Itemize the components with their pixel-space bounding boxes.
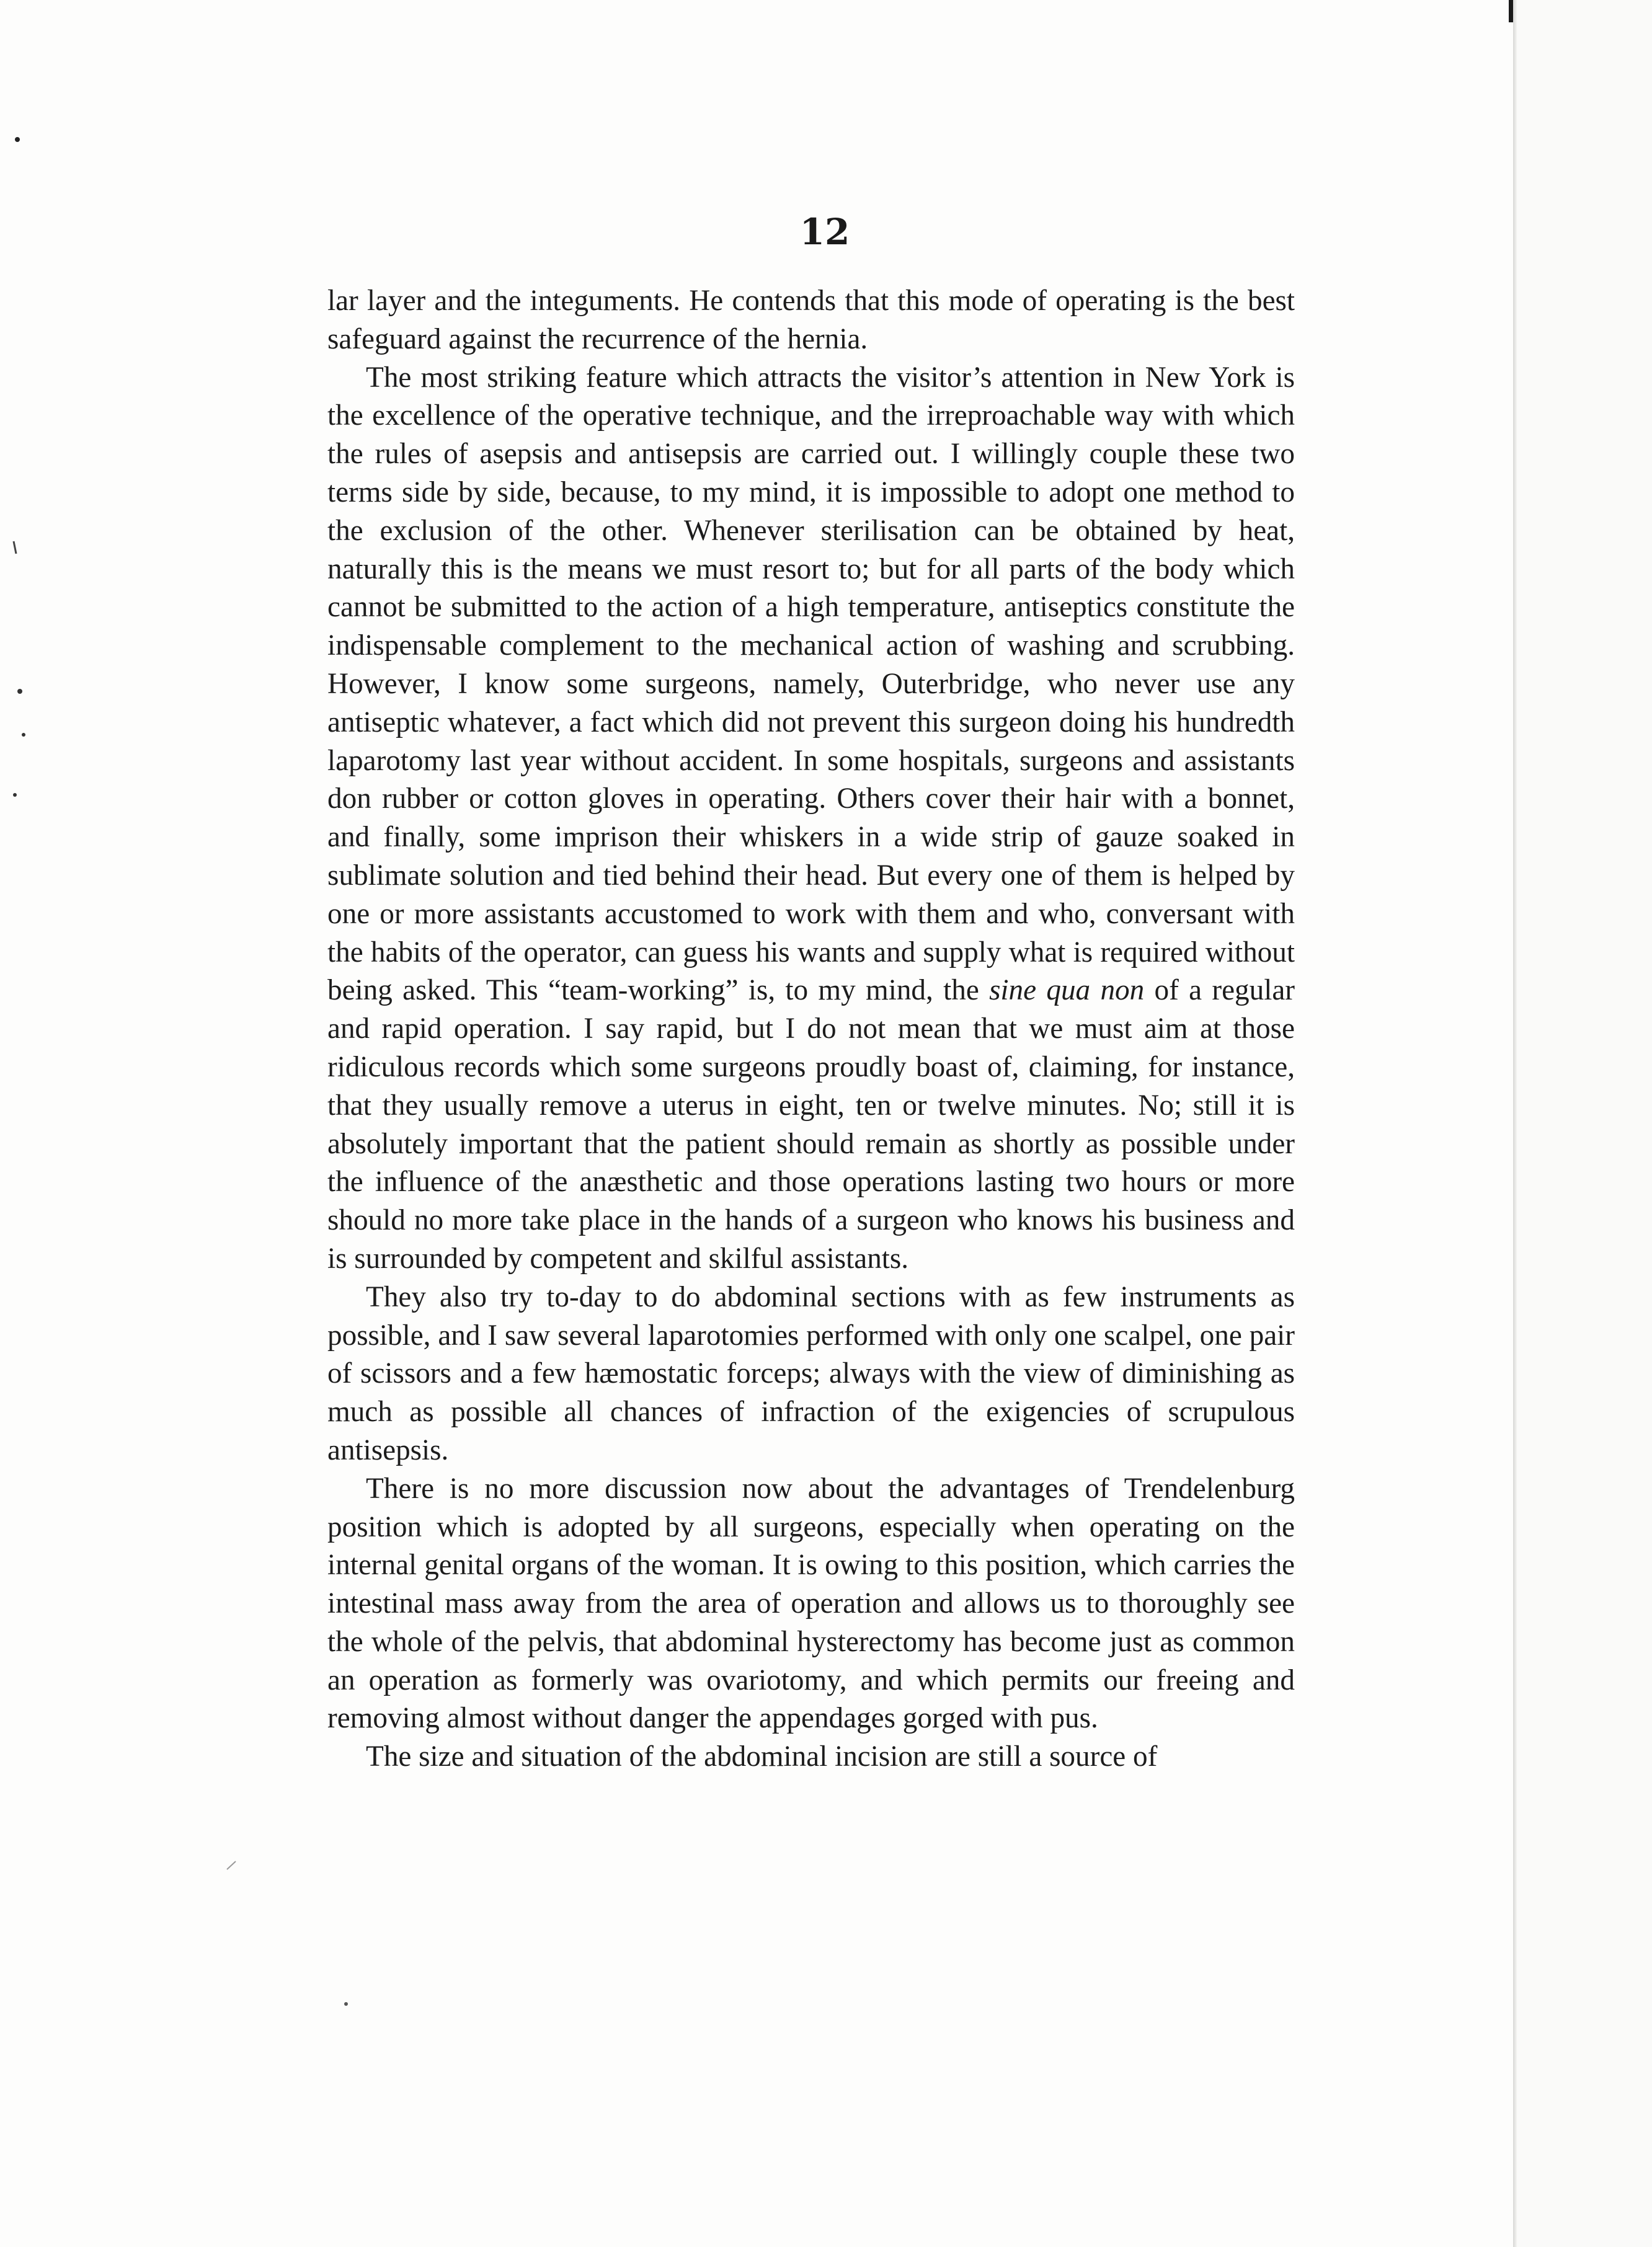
paragraph-4 [327,1470,1295,1739]
paragraph-3 [327,1279,1295,1470]
paragraph-2-italic: sine qua non [989,974,1145,1007]
body-text [327,282,1295,1776]
paragraph-2 [327,359,1295,1279]
paragraph-4-text: There is no more discussion now about the advantages of Trendelenburg position which is adopted by all surgeons, especially when operating on the internal genital organs of the woman. It is owing to this position, which carries the intestinal mass away from the area of operation and allows us to thoroughly see the whole of the pelvis, that abdominal hysterectomy has become just as common an operation as formerly was ovariotomy, and which permits our freeing and removing almost without danger the appendages gorged with pus. [327,1472,1295,1735]
paragraph-2-text-after: of a regular and rapid operation. I say rapid, but I do not mean that we must aim at those ridiculous records which some surgeons proudly boast of, claiming, for instance, that they usually remove a uterus in eight, ten or twelve minutes. No; still it is absolutely important that the patient should remain as shortly as possible under the influence of the anæsthetic and those operations lasting two hours or more should no more take place in the hands of a surgeon who knows his business and is surrounded by competent and skilful assistants. [327,974,1295,1275]
paragraph-3-text: They also try to-day to do abdominal sections with as few instruments as possible, and I saw several laparotomies performed with only one scalpel, one pair of scissors and a few hæmostatic forceps; always with the view of diminishing as much as possible all chances of infraction of the exigencies of scrupulous antisepsis. [327,1280,1295,1466]
page-number: 12 [799,211,850,253]
paragraph-1 [327,282,1295,359]
paragraph-5 [327,1738,1295,1776]
paragraph-2-text: The most striking feature which attracts the visitor’s attention in New York is the excellence of the operative technique, and the irreproachable way with which the rules of asepsis and antisepsis are carried out. I willingly couple these two terms side by side, because, to my mind, it is impossible to adopt one method to the exclusion of the other. Whenever sterilisation can be obtained by heat, naturally this is the means we must resort to; but for all parts of the body which cannot be submitted to the action of a high temperature, antiseptics constitute the indispensable complement to the mechanical action of washing and scrubbing. However, I know some surgeons, namely, Outerbridge, who never use any antiseptic whatever, a fact which did not prevent this surgeon doing his hundredth laparotomy last year without accident. In some hospitals, surgeons and assistants don rubber or cotton gloves in operating. Others cover their hair with a bonnet, and finally, some imprison their whiskers in a wide strip of gauze soaked in sublimate solution and tied behind their head. But every one of them is helped by one or more assistants accustomed to work with them and who, conversant with the habits of the operator, can guess his wants and supply what is required without being asked. This “team-working” is, to my mind, the [327,361,1295,1007]
paragraph-1-text: lar layer and the integuments. He contends that this mode of operating is the best safeguard against the recurrence of the hernia. [327,285,1295,355]
paragraph-5-text: The size and situation of the abdominal incision are still a source of [366,1740,1158,1773]
facing-page-margin [1517,0,1652,2247]
